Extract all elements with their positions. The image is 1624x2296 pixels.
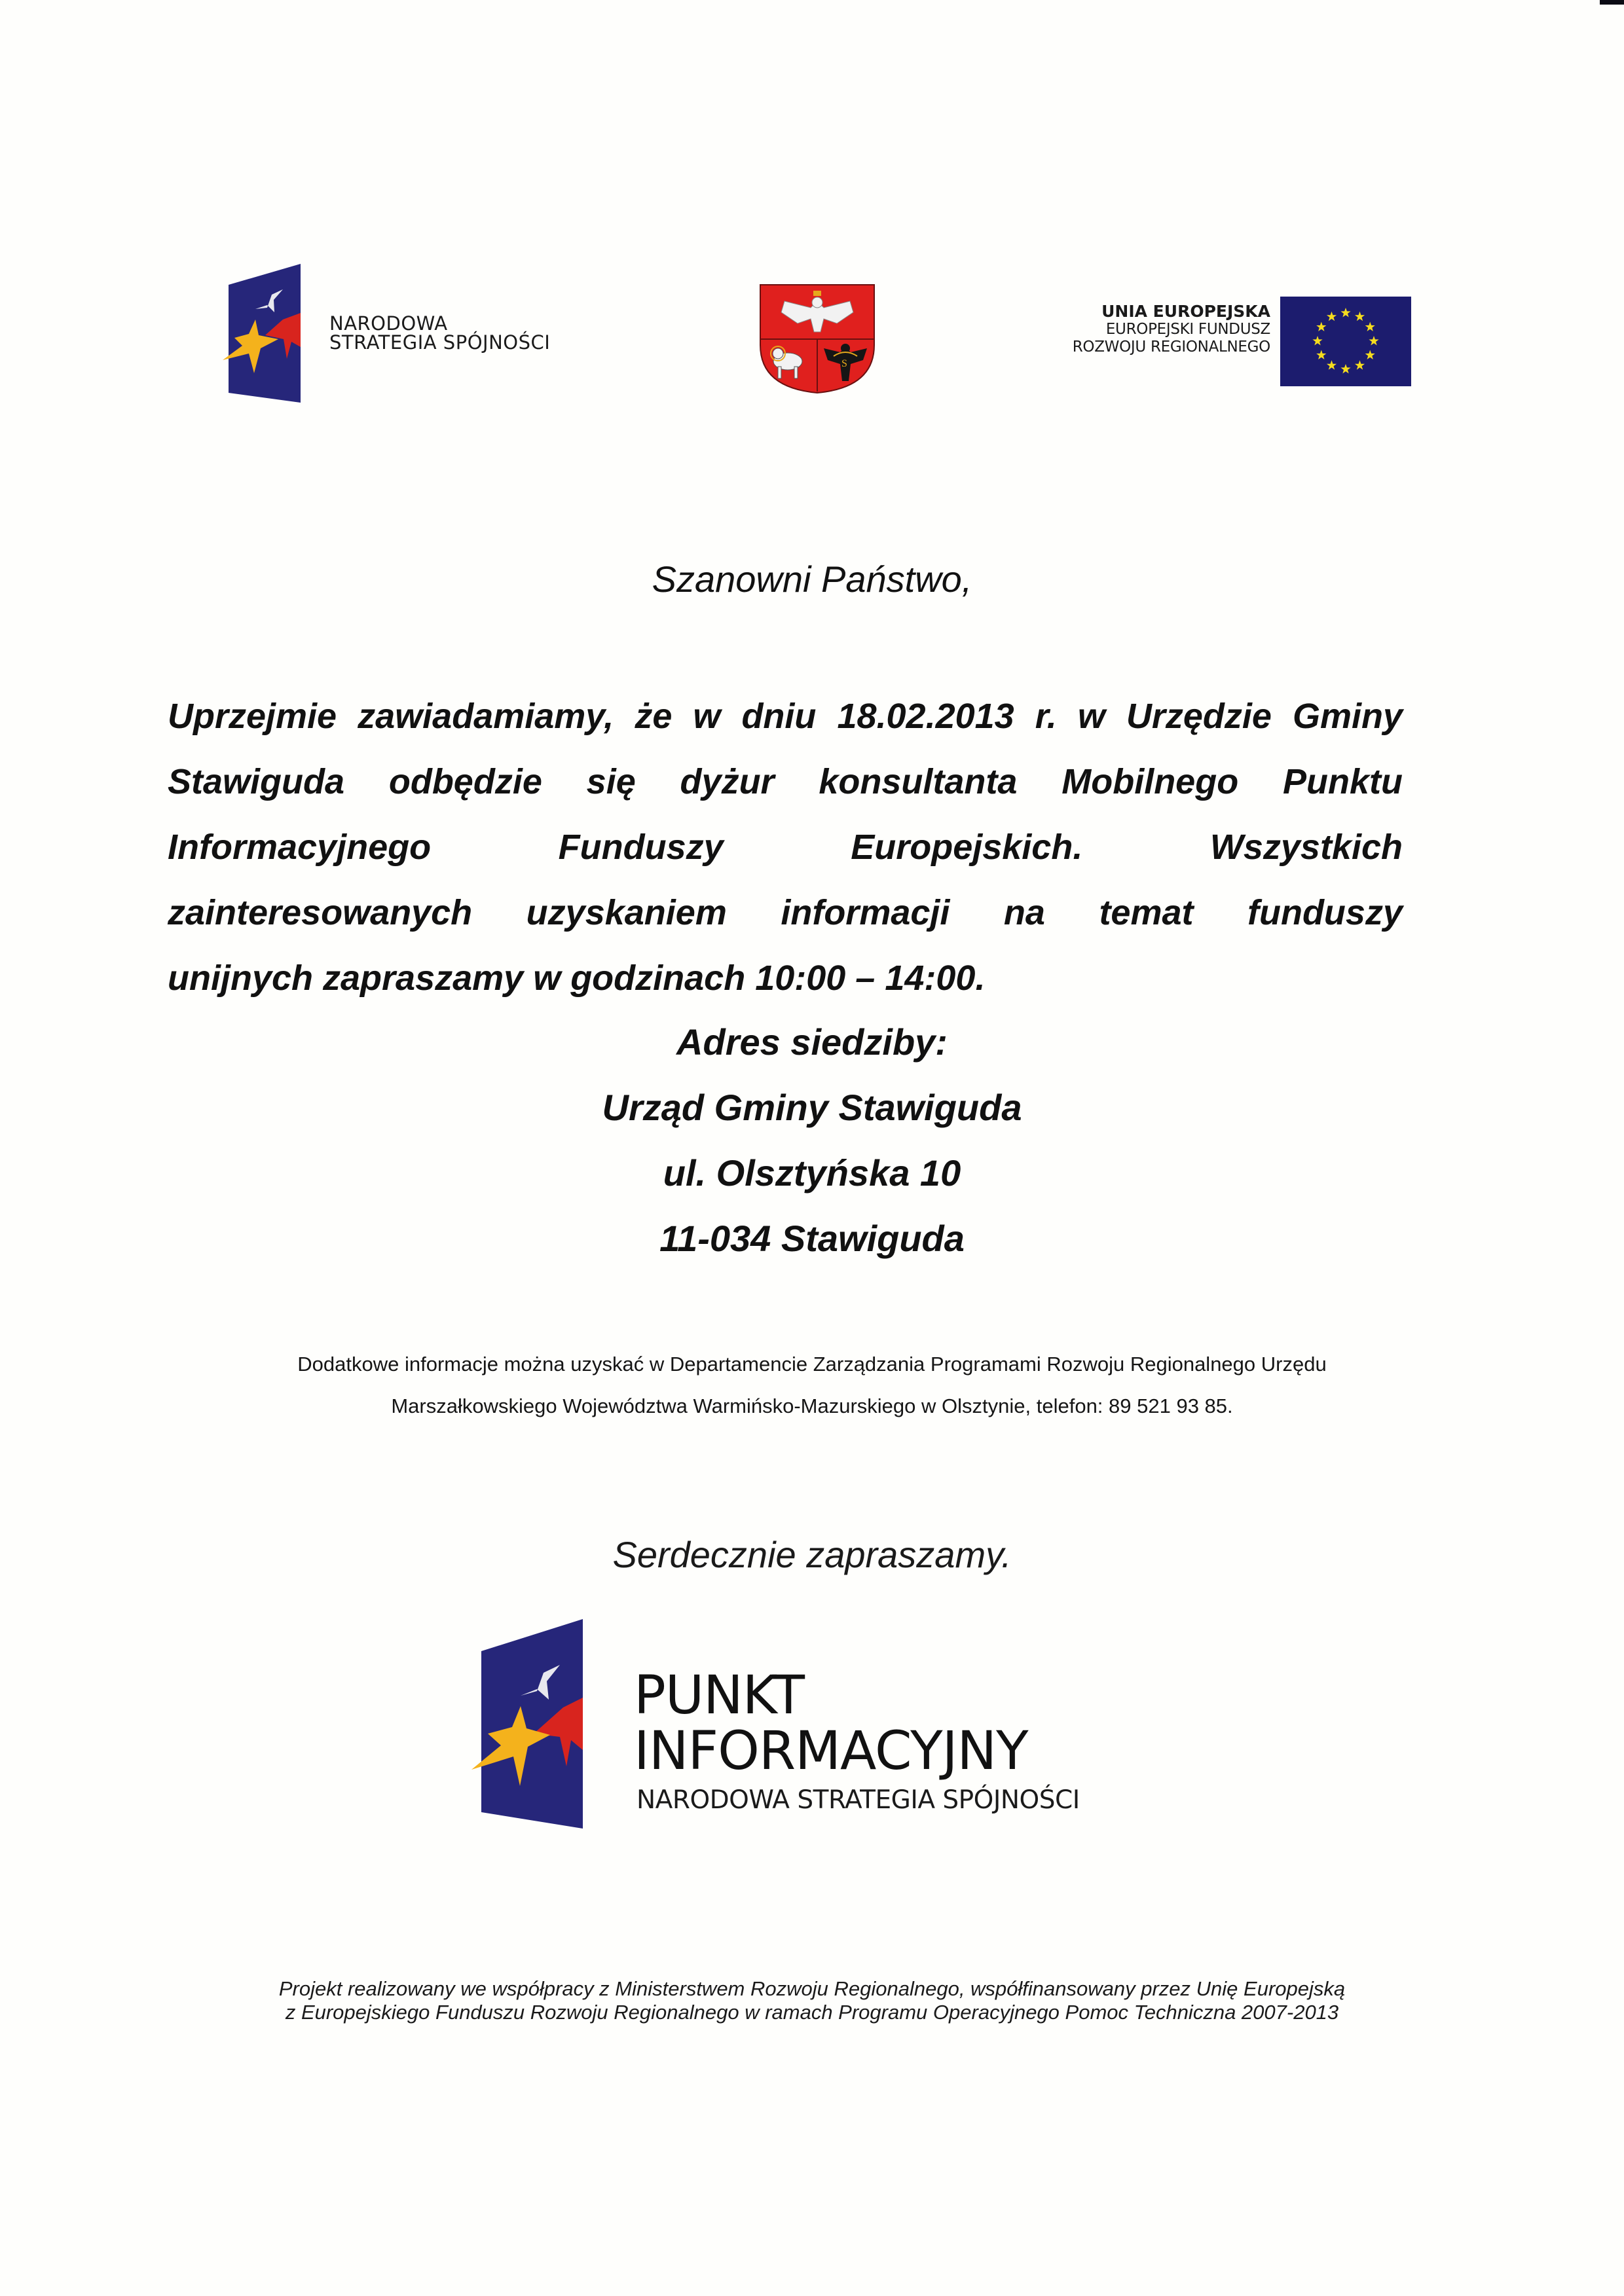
body-line: Informacyjnego Funduszy Europejskich. Wszystkich [168, 828, 1403, 867]
body-line: Stawiguda odbędzie się dyżur konsultanta Mobilnego Punktu [168, 762, 1403, 801]
punkt-logo-subtitle: NARODOWA STRATEGIA SPÓJNOŚCI [637, 1785, 1080, 1815]
footer-line: z Europejskiego Funduszu Rozwoju Regionalnego w ramach Programu Operacyjnego Pomoc Techniczna 2007-2013 [285, 2001, 1339, 2024]
nss-logo-line1: NARODOWA [329, 312, 448, 335]
nss-stars-flag-icon [458, 1616, 589, 1832]
letter-body [168, 683, 1403, 1011]
nss-stars-flag-icon [210, 262, 308, 403]
letter-greeting: Szanowni Państwo, [652, 558, 972, 600]
address-line: Urząd Gminy Stawiguda [602, 1087, 1022, 1128]
eu-logo-line3: ROZWOJU REGIONALNEGO [1072, 338, 1270, 355]
additional-info [0, 1343, 1624, 1427]
eu-logo-line2: EUROPEJSKI FUNDUSZ [1105, 321, 1270, 338]
footer-line: Projekt realizowany we współpracy z Ministerstwem Rozwoju Regionalnego, współfinansowany przez Unię Europejską [278, 1977, 1346, 2000]
info-line: Dodatkowe informacje można uzyskać w Departamencie Zarządzania Programami Rozwoju Regionalnego Urzędu [297, 1353, 1327, 1376]
address-heading: Adres siedziby: [676, 1021, 948, 1063]
body-line: unijnych zapraszamy w godzinach 10:00 – 14:00. [168, 958, 986, 998]
eu-logo-line1: UNIA EUROPEJSKA [1101, 302, 1270, 321]
body-line: zainteresowanych uzyskaniem informacji na temat funduszy [168, 893, 1403, 932]
body-line: Uprzejmie zawiadamiamy, że w dniu 18.02.2013 r. w Urzędzie Gminy [168, 697, 1403, 736]
nss-logo-line2: STRATEGIA SPÓJNOŚCI [329, 331, 551, 354]
address-line: 11-034 Stawiguda [659, 1218, 965, 1259]
punkt-logo-title-line2: INFORMACYJNY [634, 1721, 1028, 1782]
letter-closing: Serdecznie zapraszamy. [612, 1534, 1012, 1575]
info-line: Marszałkowskiego Województwa Warmińsko-Mazurskiego w Olsztynie, telefon: 89 521 93 85. [391, 1394, 1233, 1417]
footer-note [0, 1977, 1624, 2024]
nss-logo-text [329, 314, 550, 352]
punkt-logo-title [634, 1665, 1028, 1782]
scan-corner-mark [1600, 0, 1624, 5]
eu-logo-text [1028, 302, 1270, 356]
eu-flag-icon [1280, 297, 1411, 386]
address-block [0, 1010, 1624, 1271]
warmia-masuria-coat-of-arms-icon [758, 283, 876, 394]
punkt-logo-title-line1: PUNKT [634, 1665, 805, 1726]
svg-text:S: S [841, 358, 847, 369]
address-line: ul. Olsztyńska 10 [663, 1152, 961, 1194]
